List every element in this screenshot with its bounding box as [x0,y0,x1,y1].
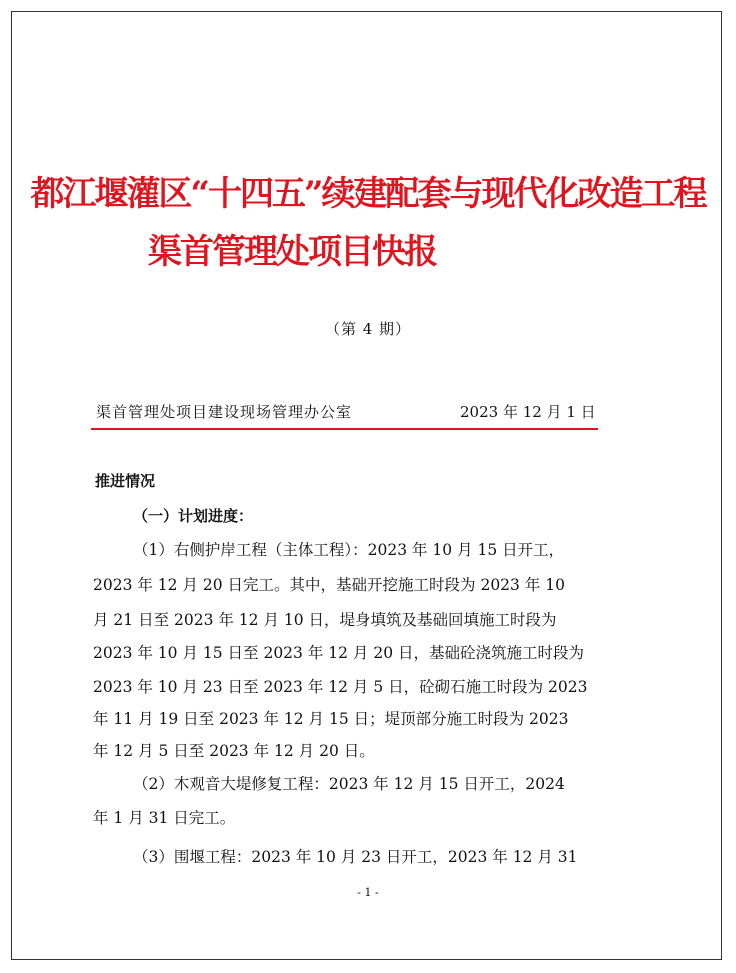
document-title-line-1: 都江堰灌区“十四五”续建配套与现代化改造工程 [30,174,706,214]
body-line-5: 2023 年 10 月 23 日至 2023 年 12 月 5 日，砼砌石施工时段为 2023 [93,678,588,696]
body-line-2: 2023 年 12 月 20 日完工。其中，基础开挖施工时段为 2023 年 10 [93,576,565,594]
issue-date: 2023 年 12 月 1 日 [460,403,596,421]
body-line-7: 年 12 月 5 日至 2023 年 12 月 20 日。 [93,742,375,760]
subsection-heading: （一）计划进度： [133,507,254,525]
body-line-6: 年 11 月 19 日至 2023 年 12 月 15 日；堤顶部分施工时段为 2023 [93,710,569,728]
body-line-8: （2）木观音大堤修复工程：2023 年 12 月 15 日开工，2024 [133,775,565,793]
section-heading: 推进情况 [95,472,156,490]
body-line-9: 年 1 月 31 日完工。 [93,809,236,827]
document-title-line-2: 渠首管理处项目快报 [148,232,436,272]
issuer-office: 渠首管理处项目建设现场管理办公室 [96,403,353,421]
red-divider-rule [91,428,598,430]
body-line-10: （3）围堰工程：2023 年 10 月 23 日开工，2023 年 12 月 31 [133,848,578,866]
page-number: - 1 - [357,886,379,899]
issue-number: （第 4 期） [324,320,412,338]
body-line-4: 2023 年 10 月 15 日至 2023 年 12 月 20 日，基础砼浇筑施工时段为 [93,644,584,662]
body-line-3: 月 21 日至 2023 年 12 月 10 日，堤身填筑及基础回填施工时段为 [93,611,557,629]
body-line-1: （1）右侧护岸工程（主体工程）：2023 年 10 月 15 日开工， [133,541,565,559]
